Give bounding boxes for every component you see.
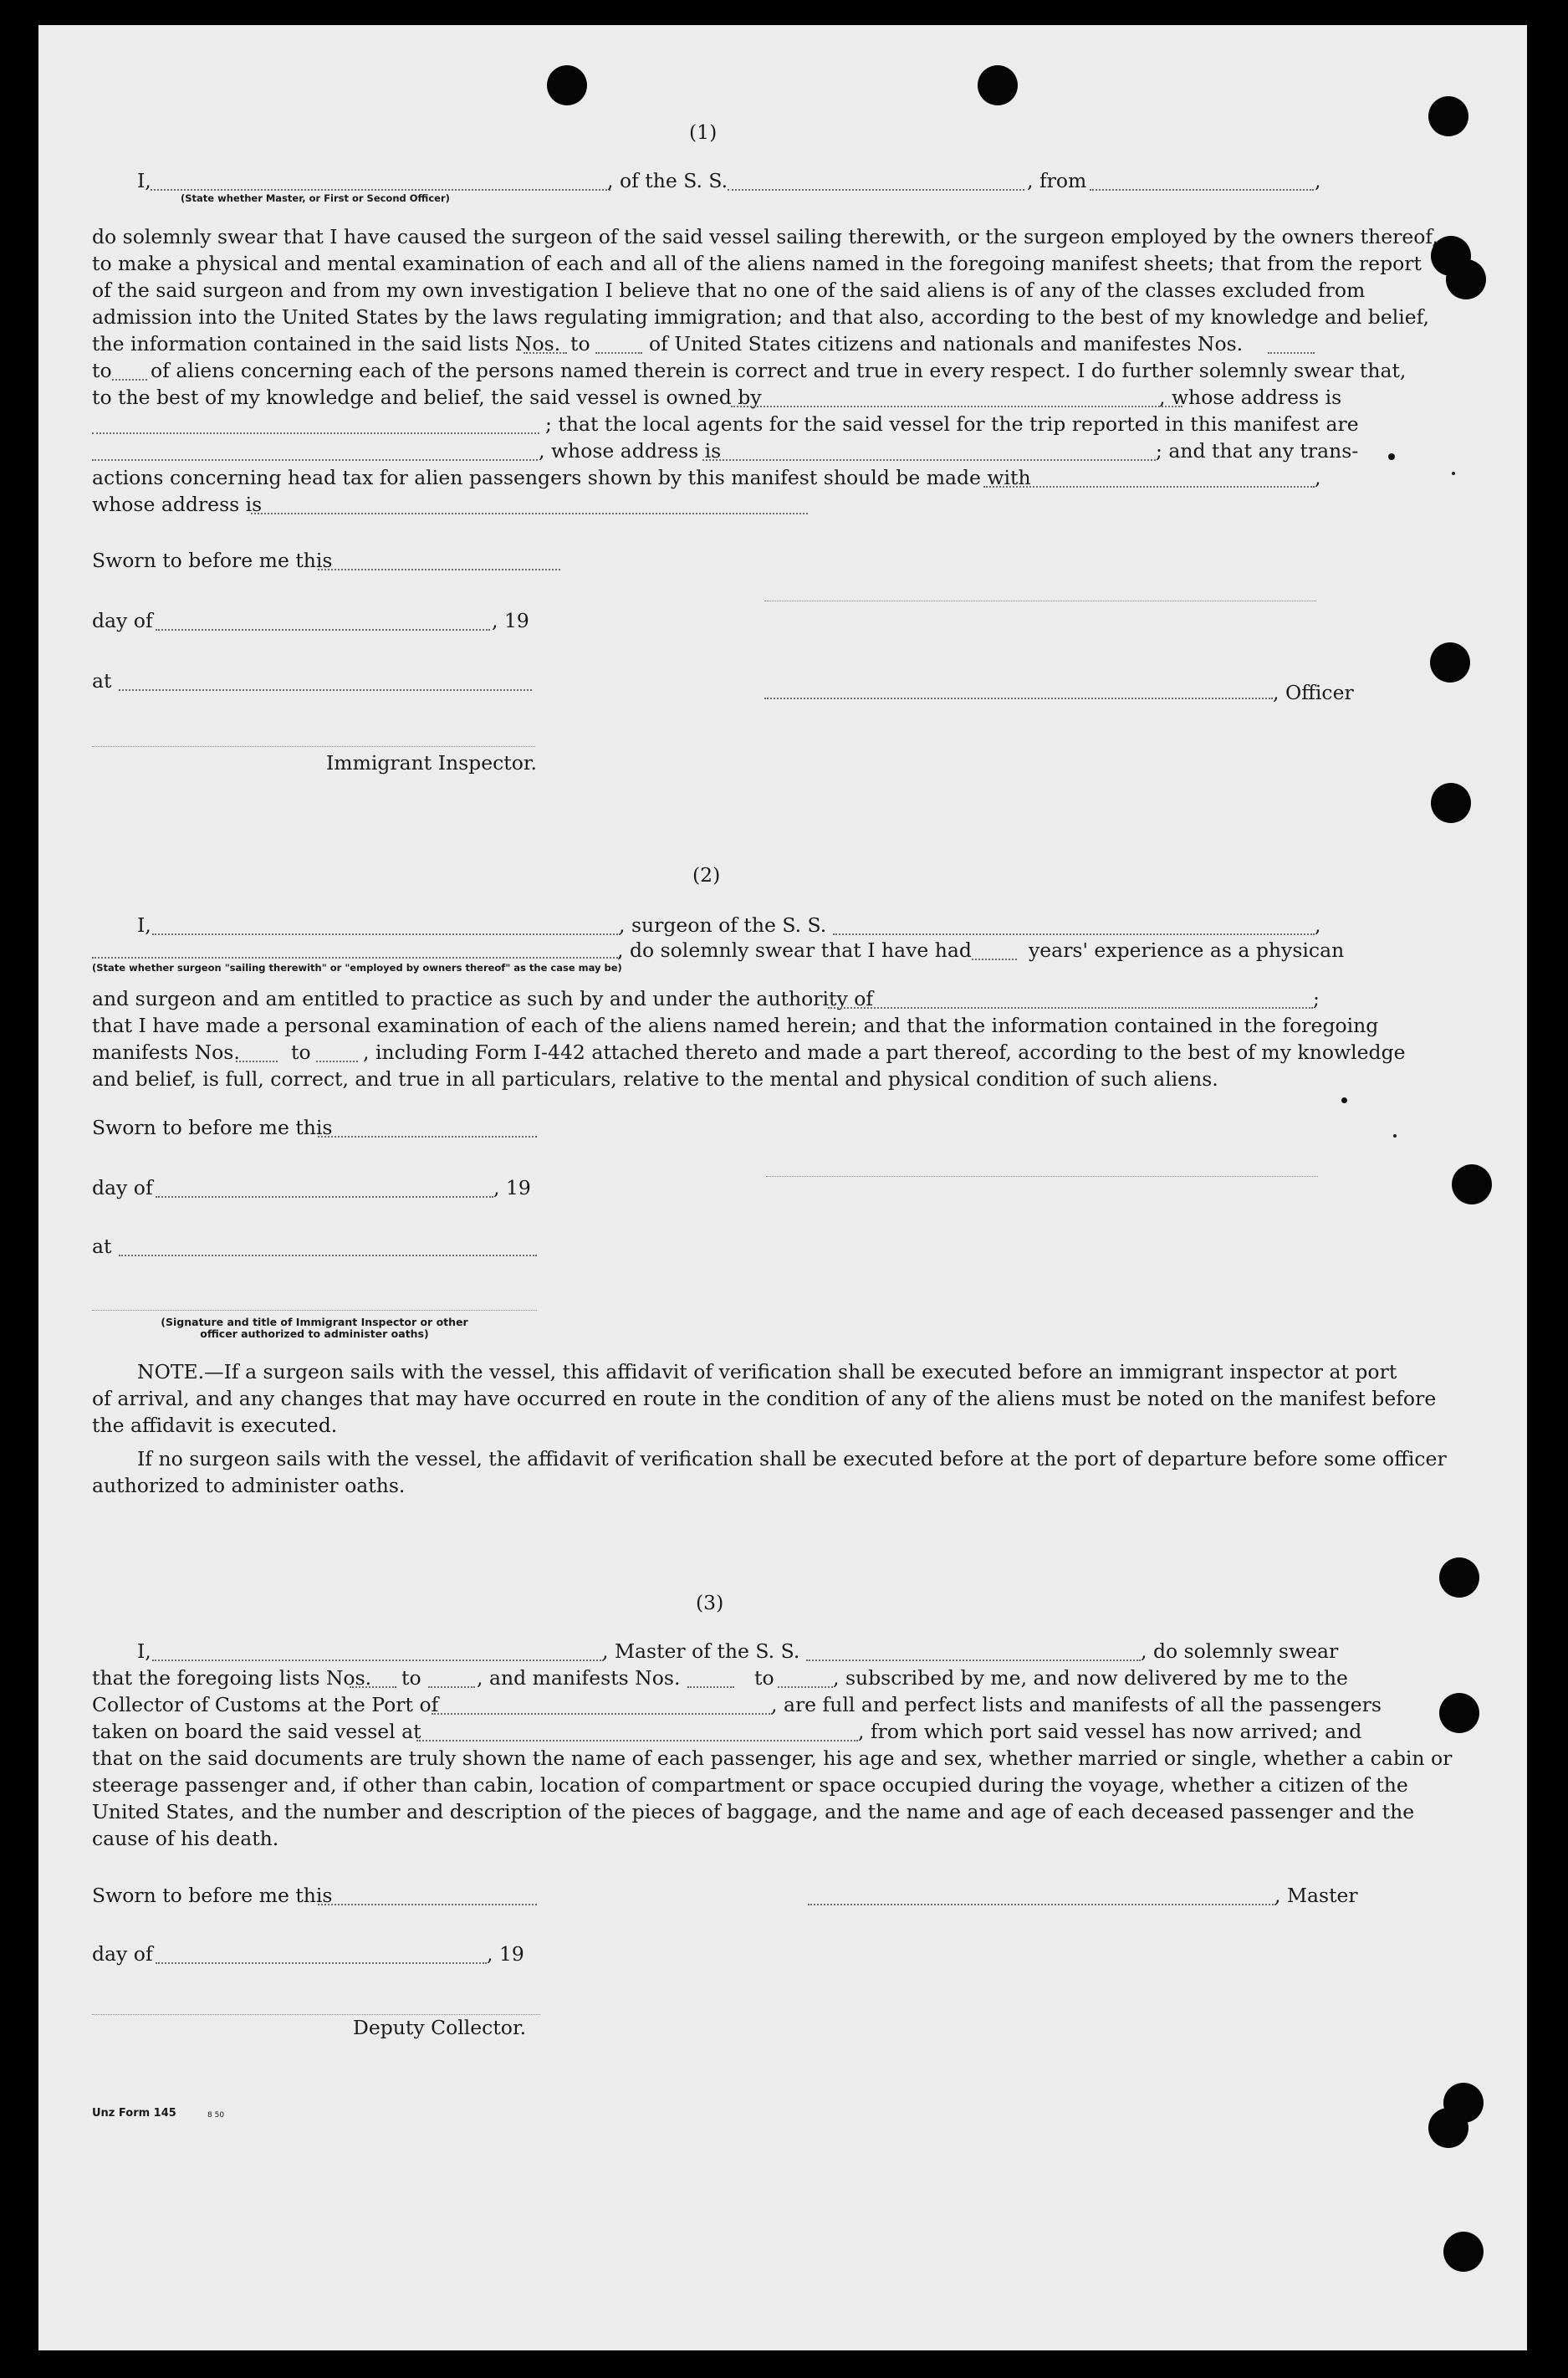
blank-local-agents[interactable]	[92, 459, 538, 461]
text: ,	[1315, 169, 1321, 192]
text: at	[92, 669, 112, 693]
blank-surgeon-status[interactable]	[92, 957, 621, 959]
text: Collector of Customs at the Port of	[92, 1693, 439, 1716]
blank-officer-name[interactable]	[151, 189, 610, 191]
blank-lists-from[interactable]	[350, 1686, 396, 1688]
text: Sworn to before me this	[92, 549, 333, 572]
text: whose address is	[92, 493, 263, 516]
blank-manifests-from[interactable]	[687, 1686, 734, 1688]
text: Deputy Collector.	[353, 2016, 527, 2039]
signature-note-line: (Signature and title of Immigrant Inspector or other	[161, 1316, 468, 1328]
text: , subscribed by me, and now delivered by me to the	[833, 1666, 1348, 1690]
text: I,	[137, 169, 151, 192]
blank-sworn-day[interactable]	[318, 569, 560, 570]
surgeon-note: (State whether surgeon "sailing therewith" or "employed by owners thereof" as the case may be)	[92, 962, 622, 974]
blank-month[interactable]	[156, 1962, 487, 1964]
text: to the best of my knowledge and belief, the said vessel is owned by	[92, 386, 762, 409]
text: that the foregoing lists Nos.	[92, 1666, 372, 1690]
blank-month[interactable]	[156, 629, 490, 631]
text: , Master	[1274, 1884, 1358, 1907]
text: I,	[137, 1639, 151, 1663]
text: , are full and perfect lists and manifests of all the passengers	[771, 1693, 1382, 1716]
text: to make a physical and mental examination of each and all of the aliens named in the foregoing manifest sheets; that from the report	[92, 252, 1422, 275]
text: to	[570, 332, 590, 355]
note-text: of arrival, and any changes that may have occurred en route in the condition of any of the aliens must be noted on the manifest before	[92, 1387, 1437, 1410]
text: ,	[1315, 466, 1321, 489]
text: cause of his death.	[92, 1827, 279, 1850]
text: , 19	[493, 1176, 531, 1199]
blank-place[interactable]	[119, 1255, 537, 1256]
text: day of	[92, 1942, 153, 1966]
blank-manifests-from[interactable]	[236, 1061, 278, 1062]
text: the information contained in the said lists Nos.	[92, 332, 561, 355]
blank-owner[interactable]	[731, 406, 1182, 407]
signature-note-line: officer authorized to administer oaths)	[200, 1327, 429, 1340]
text: , and manifests Nos.	[477, 1666, 681, 1690]
text: ; and that any trans-	[1156, 439, 1359, 463]
punch-hole	[1443, 2232, 1484, 2272]
text: that I have made a personal examination of each of the aliens named herein; and that the information contained in the foregoing	[92, 1014, 1379, 1037]
text: years' experience as a physican	[1029, 938, 1345, 962]
text: Sworn to before me this	[92, 1884, 333, 1907]
text: at	[92, 1235, 112, 1258]
text: , 19	[492, 609, 529, 632]
blank-place[interactable]	[119, 689, 532, 691]
witness-signature-line[interactable]	[92, 1310, 537, 1311]
text: ; that the local agents for the said vessel for the trip reported in this manifest are	[545, 412, 1359, 436]
text: ,	[1315, 913, 1321, 937]
text: Immigrant Inspector.	[326, 751, 538, 775]
blank-embarkation-port[interactable]	[416, 1740, 858, 1741]
blank-head-tax-contact[interactable]	[983, 486, 1315, 488]
scan-speck	[1393, 1134, 1397, 1138]
text: , 19	[487, 1942, 524, 1966]
text: , from which port said vessel has now arrived; and	[858, 1720, 1362, 1743]
officer-note: (State whether Master, or First or Second Officer)	[181, 192, 450, 204]
text: actions concerning head tax for alien passengers shown by this manifest should be made with	[92, 466, 1031, 489]
text: , from	[1027, 169, 1087, 192]
punch-hole	[1439, 1557, 1479, 1598]
text: , do solemnly swear	[1141, 1639, 1339, 1663]
section-number: (3)	[696, 1591, 724, 1614]
text: do solemnly swear that I have caused the surgeon of the said vessel sailing therewith, or the surgeon employed by the owners thereof,	[92, 225, 1438, 248]
blank-from-port[interactable]	[1090, 189, 1314, 191]
text: , of the S. S.	[607, 169, 728, 192]
blank-authority[interactable]	[828, 1007, 1313, 1009]
text: taken on board the said vessel at	[92, 1720, 421, 1743]
punch-hole	[1430, 642, 1470, 683]
blank-month[interactable]	[156, 1196, 493, 1198]
blank-manifest-from[interactable]	[1268, 352, 1315, 354]
text: to	[92, 359, 112, 382]
text: and belief, is full, correct, and true in all particulars, relative to the mental and physical condition of such aliens.	[92, 1067, 1218, 1091]
blank-years-experience[interactable]	[972, 959, 1017, 960]
form-page	[38, 25, 1527, 2350]
blank-master-vessel[interactable]	[806, 1659, 1141, 1661]
blank-list-from[interactable]	[524, 352, 567, 354]
punch-hole	[1452, 1164, 1492, 1204]
blank-head-tax-address[interactable]	[251, 513, 808, 514]
punch-hole	[547, 65, 587, 105]
text: day of	[92, 1176, 153, 1199]
note-text: NOTE.—If a surgeon sails with the vessel, this affidavit of verification shall be executed before an immigrant inspector at port	[137, 1360, 1397, 1383]
blank-sworn-day[interactable]	[318, 1136, 537, 1138]
text: that on the said documents are truly shown the name of each passenger, his age and sex, whether married or single, whether a cabin or	[92, 1746, 1453, 1770]
text: , Master of the S. S.	[602, 1639, 800, 1663]
note-text: the affidavit is executed.	[92, 1414, 338, 1437]
text: steerage passenger and, if other than cabin, location of compartment or space occupied during the voyage, whether a citizen of the	[92, 1773, 1408, 1797]
blank-surgeon-name[interactable]	[152, 933, 621, 935]
blank-manifest-to[interactable]	[112, 379, 147, 381]
blank-officer-signature[interactable]	[764, 698, 1273, 699]
blank-master-signature[interactable]	[808, 1904, 1276, 1905]
blank-owner-address[interactable]	[92, 432, 539, 434]
punch-hole	[1446, 259, 1486, 299]
text: to	[291, 1041, 311, 1064]
surgeon-signature-line[interactable]	[766, 1176, 1318, 1177]
section-number: (1)	[689, 120, 718, 144]
text: admission into the United States by the laws regulating immigration; and that also, according to the best of my knowledge and belief,	[92, 305, 1429, 329]
text: , surgeon of the S. S.	[619, 913, 827, 937]
text: , whose address is	[539, 439, 722, 463]
text: manifests Nos.	[92, 1041, 240, 1064]
text: ;	[1313, 987, 1320, 1010]
blank-agents-address[interactable]	[702, 459, 1156, 461]
blank-lists-to[interactable]	[428, 1686, 475, 1688]
blank-surgeon-vessel[interactable]	[833, 933, 1315, 935]
text: of aliens concerning each of the persons named therein is correct and true in every respect. I do further solemnly swear that,	[151, 359, 1407, 382]
text: , do solemnly swear that I have had	[617, 938, 972, 962]
text: , Officer	[1273, 681, 1354, 704]
punch-hole	[1431, 783, 1471, 823]
blank-master-name[interactable]	[152, 1659, 604, 1661]
text: United States, and the number and description of the pieces of baggage, and the name and age of each deceased passenger and the	[92, 1800, 1415, 1823]
form-code: 8 50	[207, 2111, 225, 2120]
note-text: authorized to administer oaths.	[92, 1474, 406, 1497]
text: of the said surgeon and from my own investigation I believe that no one of the said aliens is of any of the classes excluded from	[92, 279, 1366, 302]
punch-hole	[978, 65, 1018, 105]
scan-speck	[1452, 472, 1455, 475]
blank-port[interactable]	[432, 1713, 773, 1715]
section-number: (2)	[692, 863, 721, 887]
blank-manifests-to[interactable]	[316, 1061, 358, 1062]
blank-vessel-name[interactable]	[728, 189, 1024, 191]
text: and surgeon and am entitled to practice as such by and under the authority of	[92, 987, 874, 1010]
text: to	[754, 1666, 774, 1690]
text: Sworn to before me this	[92, 1116, 333, 1139]
signature-note	[92, 1317, 537, 1340]
text: I,	[137, 913, 151, 937]
blank-sworn-day[interactable]	[318, 1904, 537, 1905]
form-id: Unz Form 145	[92, 2107, 176, 2120]
inspector-signature-line[interactable]	[92, 746, 535, 747]
note-text: If no surgeon sails with the vessel, the affidavit of verification shall be executed before at the port of departure before some officer	[137, 1447, 1447, 1470]
scan-speck	[1341, 1097, 1347, 1103]
text: , whose address is	[1159, 386, 1342, 409]
punch-hole	[1428, 96, 1468, 136]
text: day of	[92, 609, 153, 632]
punch-hole	[1428, 2108, 1468, 2148]
blank-manifests-to[interactable]	[778, 1686, 833, 1688]
text: to	[401, 1666, 421, 1690]
punch-hole	[1439, 1693, 1479, 1733]
text: of United States citizens and nationals and manifestes Nos.	[649, 332, 1244, 355]
text: , including Form I-442 attached thereto and made a part thereof, according to the best of my knowledge	[363, 1041, 1406, 1064]
blank-list-to[interactable]	[595, 352, 642, 354]
scan-speck	[1388, 453, 1395, 460]
